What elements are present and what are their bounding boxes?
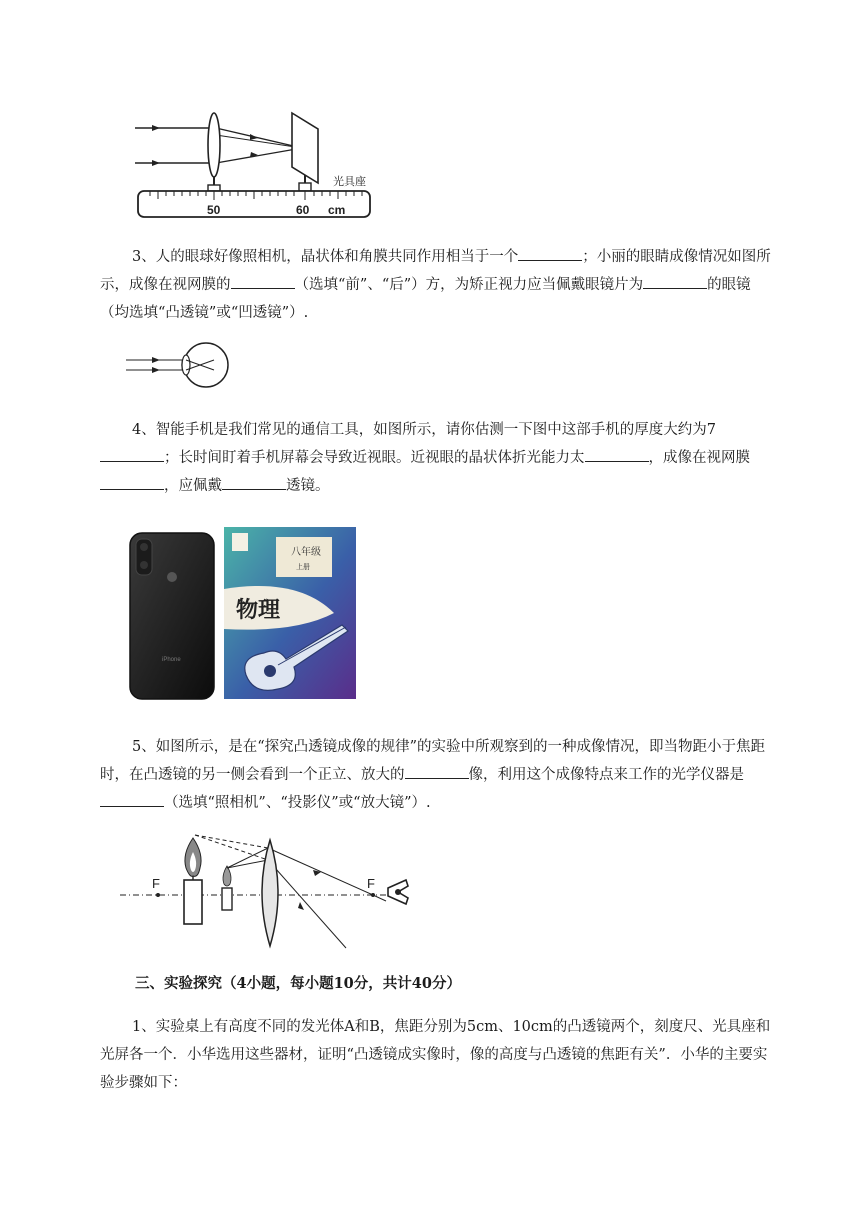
book-title: 物理	[236, 597, 281, 622]
q4-blank-2[interactable]	[585, 447, 649, 462]
book-grade: 八年级	[291, 547, 321, 558]
question-4	[100, 416, 772, 500]
q4-text-1: 4、智能手机是我们常见的通信工具，如图所示，请你估测一下图中这部手机的厚度大约为7	[132, 422, 716, 438]
optical-bench-figure	[130, 105, 380, 230]
s3q1-text: 1、实验桌上有高度不同的发光体A和B，焦距分别为5cm、10cm的凸透镜两个，刻度尺、光具座和光屏各一个．小华选用这些器材，证明“凸透镜成实像时，像的高度与凸透镜的焦距有关”．小华的主要实验步骤如下：	[100, 1019, 771, 1091]
q3-blank-1[interactable]	[518, 246, 582, 261]
phone-brand: iPhone	[162, 657, 181, 663]
q3-text-2: ；小丽的眼睛成像情况如图所示，成像在视网膜的	[100, 249, 771, 293]
focus-left-label: F	[152, 876, 160, 891]
q4-text-3: ，成像在视网膜	[648, 450, 750, 466]
physics-textbook-image	[224, 527, 356, 699]
q3-blank-3[interactable]	[643, 274, 707, 289]
unit-cm: cm	[328, 203, 346, 217]
tick-60: 60	[296, 203, 310, 217]
section-3-heading: 三、实验探究（4小题，每小题10分，共计40分）	[135, 975, 461, 992]
magnifier-ray-diagram	[118, 828, 418, 953]
phone-image	[130, 533, 214, 699]
q4-blank-4[interactable]	[222, 475, 286, 490]
q4-text-4: ，应佩戴	[164, 478, 222, 494]
q5-text-1: 5、如图所示，是在“探究凸透镜成像的规律”的实验中所观察到的一种成像情况，即当物距小于焦距时，在凸透镜的另一侧会看到一个正立、放大的	[100, 739, 766, 783]
q5-text-2: 像，利用这个成像特点来工作的光学仪器是	[468, 767, 744, 783]
book-volume: 上册	[296, 564, 310, 571]
q3-text-4: 的眼镜（均选填“凸透镜”或“凹透镜”）.	[100, 277, 751, 321]
bench-label: 光具座	[333, 176, 366, 188]
eye-figure	[122, 340, 242, 390]
section-3-question-1	[100, 1013, 772, 1097]
eye-icon	[388, 880, 408, 904]
q5-text-3: （选填“照相机”、“投影仪”或“放大镜”）.	[164, 795, 431, 811]
question-3	[100, 243, 772, 327]
q4-blank-1[interactable]	[100, 447, 164, 462]
q4-text-2: ；长时间盯着手机屏幕会导致近视眼。近视眼的晶状体折光能力太	[164, 450, 585, 466]
q4-blank-3[interactable]	[100, 475, 164, 490]
q3-text-3: （选填“前”、“后”）方，为矫正视力应当佩戴眼镜片为	[294, 277, 644, 293]
q4-text-5: 透镜。	[286, 478, 330, 494]
q5-blank-2[interactable]	[100, 792, 164, 807]
q5-blank-1[interactable]	[405, 764, 469, 779]
tick-50: 50	[207, 203, 221, 217]
question-5	[100, 733, 772, 817]
q3-text-1: 3、人的眼球好像照相机，晶状体和角膜共同作用相当于一个	[132, 249, 519, 265]
q3-blank-2[interactable]	[231, 274, 295, 289]
focus-right-label: F	[367, 876, 375, 891]
phone-and-book-photo	[128, 525, 360, 705]
